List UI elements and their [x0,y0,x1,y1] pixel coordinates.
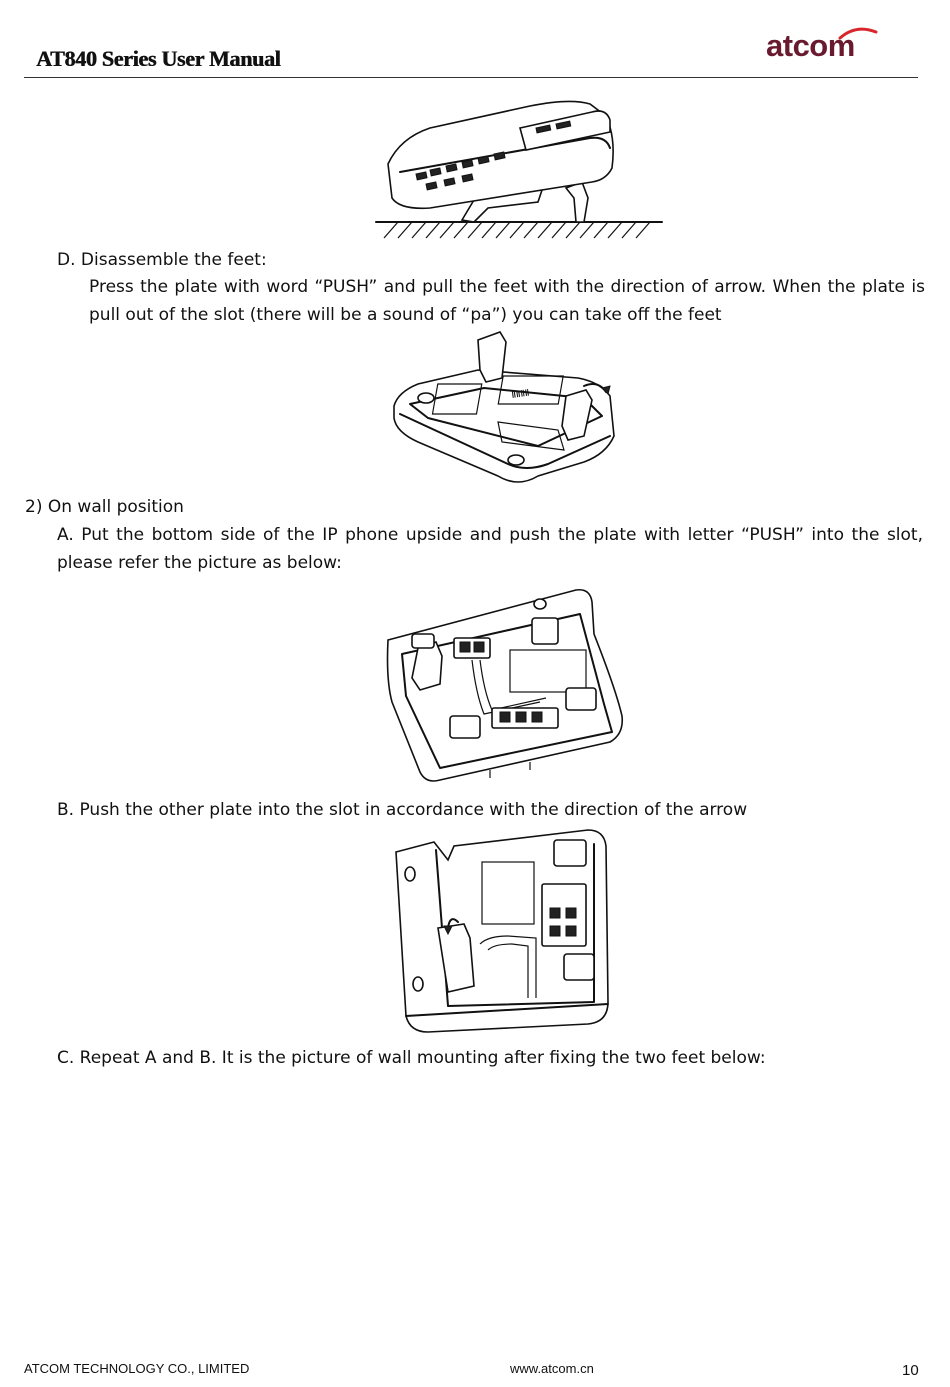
svg-text:ǁǁǁǁ: ǁǁǁǁ [510,387,531,400]
atcom-logo: atcom [766,28,855,63]
step-c-instructions: C. Repeat A and B. It is the picture of wall mounting after fixing the two feet below: [57,1048,766,1068]
disassemble-feet-instructions: Press the plate with word “PUSH” and pull the feet with the direction of arrow. When the plate is pull out of the slot (there will be a sound of “pa”) you can take off the feet [89,277,925,325]
page-number: 10 [902,1362,919,1379]
wall-position-heading: 2) On wall position [25,497,184,517]
phone-side-view-figure [370,98,670,246]
step-b-instructions: B. Push the other plate into the slot in accordance with the direction of the arrow [57,800,748,820]
bottom-view-second-plate-figure [388,826,622,1040]
disassemble-feet-heading: D. Disassemble the feet: [57,250,267,270]
footer-company: ATCOM TECHNOLOGY CO., LIMITED [24,1361,250,1376]
step-a-instructions: A. Put the bottom side of the IP phone upside and push the plate with letter “PUSH” into the slot, please refer the picture as below: [57,525,923,573]
feet-removal-figure [388,326,622,492]
logo-swoosh-icon [838,26,878,40]
header-rule [24,77,918,78]
bottom-view-plate-figure [380,584,628,788]
document-title: AT840 Series User Manual [36,46,281,71]
footer-website: www.atcom.cn [510,1361,594,1376]
